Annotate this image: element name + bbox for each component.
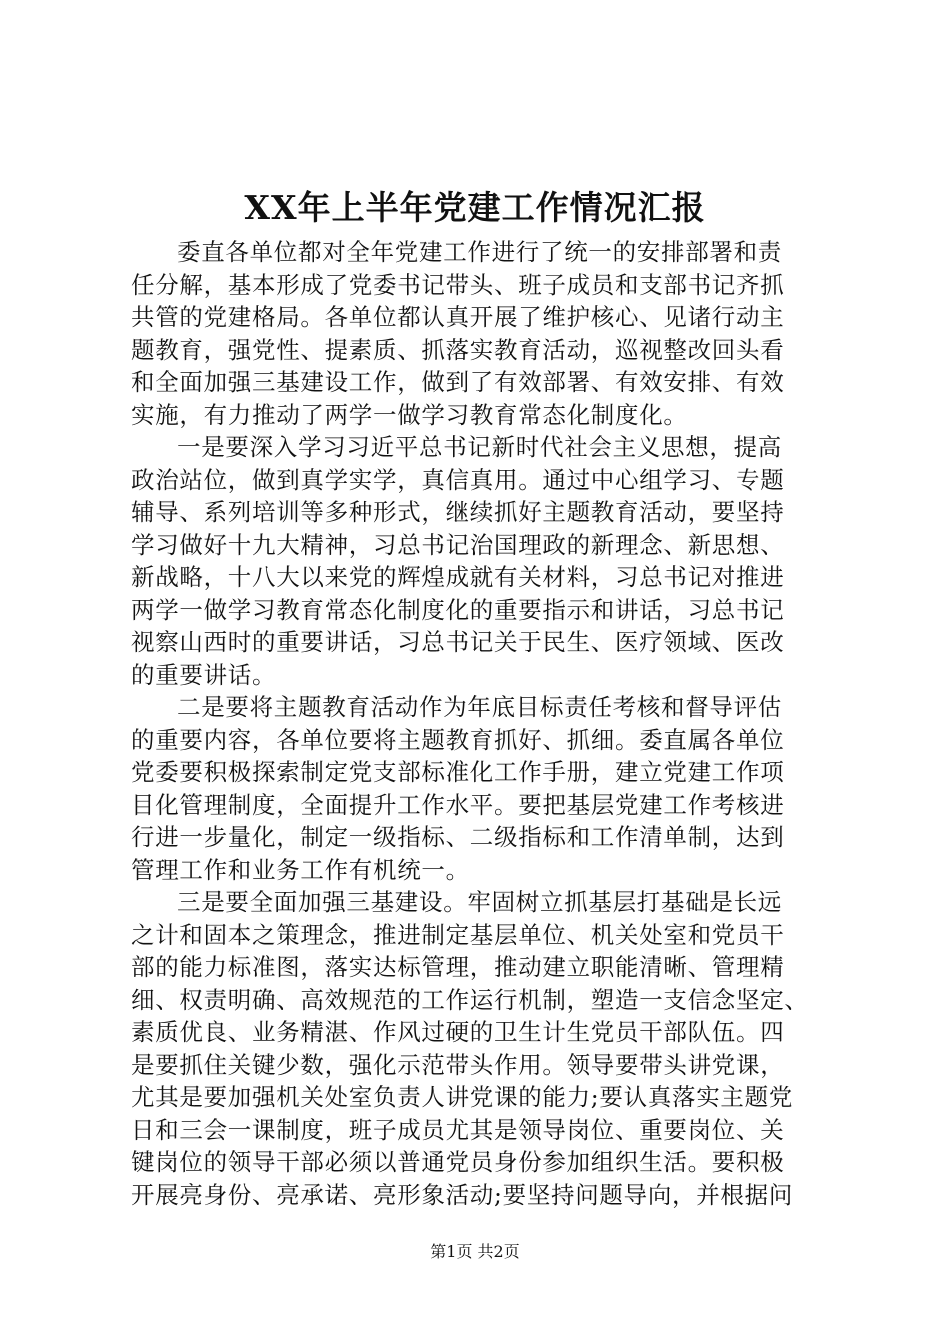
paragraph-line: 新战略，十八大以来党的辉煌成就有关材料，习总书记对推进: [131, 563, 785, 591]
paragraph-line: 部的能力标准图，落实达标管理，推动建立职能清晰、管理精: [131, 953, 785, 981]
document-title: XX年上半年党建工作情况汇报: [244, 188, 706, 227]
paragraph-line: 之计和固本之策理念，推进制定基层单位、机关处室和党员干: [131, 920, 785, 949]
paragraph-line: 共管的党建格局。各单位都认真开展了维护核心、见诸行动主: [131, 303, 785, 331]
paragraph-line: 日和三会一课制度，班子成员尤其是领导岗位、重要岗位、关: [131, 1115, 785, 1144]
document-body: [131, 236, 831, 1211]
paragraph-line: 学习做好十九大精神，习总书记治国理政的新理念、新思想、: [131, 530, 785, 559]
paragraph-line: 辅导、系列培训等多种形式，继续抓好主题教育活动，要坚持: [131, 498, 785, 526]
paragraph-line: 两学一做学习教育常态化制度化的重要指示和讲话，习总书记: [131, 595, 785, 624]
paragraph-line: 目化管理制度，全面提升工作水平。要把基层党建工作考核进: [131, 790, 785, 819]
paragraph-line: 开展亮身份、亮承诺、亮形象活动;要坚持问题导向，并根据问: [131, 1180, 794, 1209]
paragraph-line: 管理工作和业务工作有机统一。: [131, 855, 470, 884]
paragraph-line: 任分解，基本形成了党委书记带头、班子成员和支部书记齐抓: [131, 270, 785, 299]
page-footer: 第1页 共2页: [430, 1242, 520, 1261]
paragraph-line: 委直各单位都对全年党建工作进行了统一的安排部署和责: [177, 238, 782, 266]
paragraph-line: 实施，有力推动了两学一做学习教育常态化制度化。: [131, 400, 688, 429]
paragraph-line: 政治站位，做到真学实学，真信真用。通过中心组学习、专题: [131, 465, 785, 494]
paragraph-line: 素质优良、业务精湛、作风过硬的卫生计生党员干部队伍。四: [131, 1018, 785, 1046]
paragraph-line: 的重要讲话。: [131, 660, 277, 689]
paragraph-line: 是要抓住关键少数，强化示范带头作用。领导要带头讲党课，: [131, 1050, 785, 1079]
paragraph-line: 三是要全面加强三基建设。牢固树立抓基层打基础是长远: [177, 888, 782, 916]
paragraph-line: 党委要积极探索制定党支部标准化工作手册，建立党建工作项: [131, 758, 785, 786]
paragraph-line: 的重要内容，各单位要将主题教育抓好、抓细。委直属各单位: [131, 725, 785, 754]
paragraph-line: 细、权责明确、高效规范的工作运行机制，塑造一支信念坚定、: [131, 985, 809, 1014]
paragraph-line: 一是要深入学习习近平总书记新时代社会主义思想，提高: [177, 433, 782, 461]
paragraph-line: 尤其是要加强机关处室负责人讲党课的能力;要认真落实主题党: [131, 1083, 794, 1111]
paragraph-line: 行进一步量化，制定一级指标、二级指标和工作清单制，达到: [131, 823, 785, 851]
paragraph-line: 视察山西时的重要讲话，习总书记关于民生、医疗领域、医改: [131, 628, 785, 656]
paragraph-line: 键岗位的领导干部必须以普通党员身份参加组织生活。要积极: [131, 1148, 785, 1176]
paragraph-line: 题教育，强党性、提素质、抓落实教育活动，巡视整改回头看: [131, 335, 785, 364]
paragraph-line: 二是要将主题教育活动作为年底目标责任考核和督导评估: [177, 693, 782, 721]
paragraph-line: 和全面加强三基建设工作，做到了有效部署、有效安排、有效: [131, 368, 785, 396]
